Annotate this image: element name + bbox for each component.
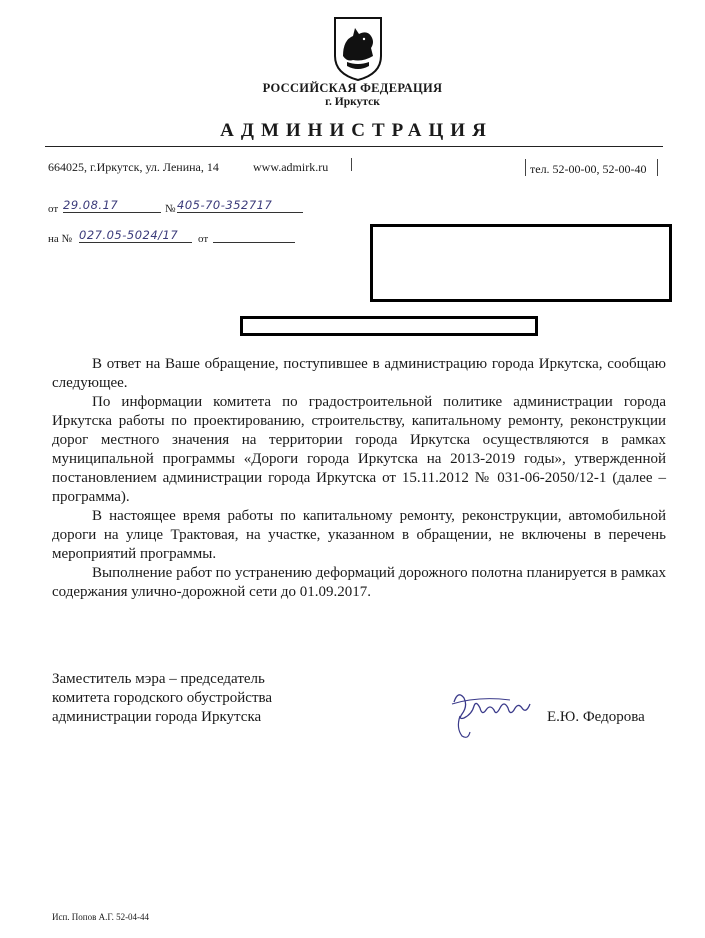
position-line: комитета городского обустройства [52,690,273,706]
position-line: администрации города Иркутска [52,709,262,725]
ref-field: 027.05-5024/17 [79,228,192,243]
country-name: РОССИЙСКАЯ ФЕДЕРАЦИЯ [262,81,443,95]
irkutsk-coat-of-arms-icon [333,16,383,82]
number-field: 405-70-352717 [177,198,303,213]
letter-body [52,355,666,602]
body-paragraph: В ответ на Ваше обращение, поступившее в администрацию города Иркутска, сообщаю следующее. [52,356,666,391]
handwritten-signature [448,684,536,744]
body-paragraph: В настоящее время работы по капитальному ремонту, реконструкции, автомобильной дороги на улице Трактовая, на участке, указанном в обращении, не включены в перечень мероприятий программы. [52,508,666,562]
signatory-name: Е.Ю. Федорова [547,709,645,725]
website: www.admirk.ru [253,160,329,174]
ref-label: на № [48,233,73,245]
divider-tick [525,159,526,176]
city-name: г. Иркутск [325,96,380,108]
divider-tick [657,159,658,176]
ref-date-field [213,228,295,243]
date-label: от [48,203,59,215]
body-paragraph: По информации комитета по градостроительной политике администрации города Иркутска работы по проектированию, строительству, капитальному ремонту, реконструкции дорог местного значения на территории города Иркутска осуществляются в рамках муниципальной программы «Дороги города Иркутска на 2013-2019 годы», утвержденной постановлением администрации города Иркутска от 15.11.2012 № 031-06-2050/12-1 (далее – программа). [52,394,666,505]
address: 664025, г.Иркутск, ул. Ленина, 14 [48,160,219,174]
ref-date-label: от [198,233,209,245]
date-field: 29.08.17 [63,198,161,213]
letterhead-title: АДМИНИСТРАЦИЯ [220,120,493,141]
executor-note: Исп. Попов А.Г. 52-04-44 [52,912,150,922]
body-paragraph: Выполнение работ по устранению деформаций дорожного полотна планируется в рамках содержания улично-дорожной сети до 01.09.2017. [52,565,666,600]
header-divider [45,146,663,147]
position-line: Заместитель мэра – председатель [52,671,265,687]
redacted-salutation-block [240,316,538,336]
number-label: № [165,203,176,215]
divider-tick [351,158,352,171]
phone: тел. 52-00-00, 52-00-40 [530,162,647,176]
redacted-recipient-block [370,224,672,302]
signatory-position [52,670,272,727]
